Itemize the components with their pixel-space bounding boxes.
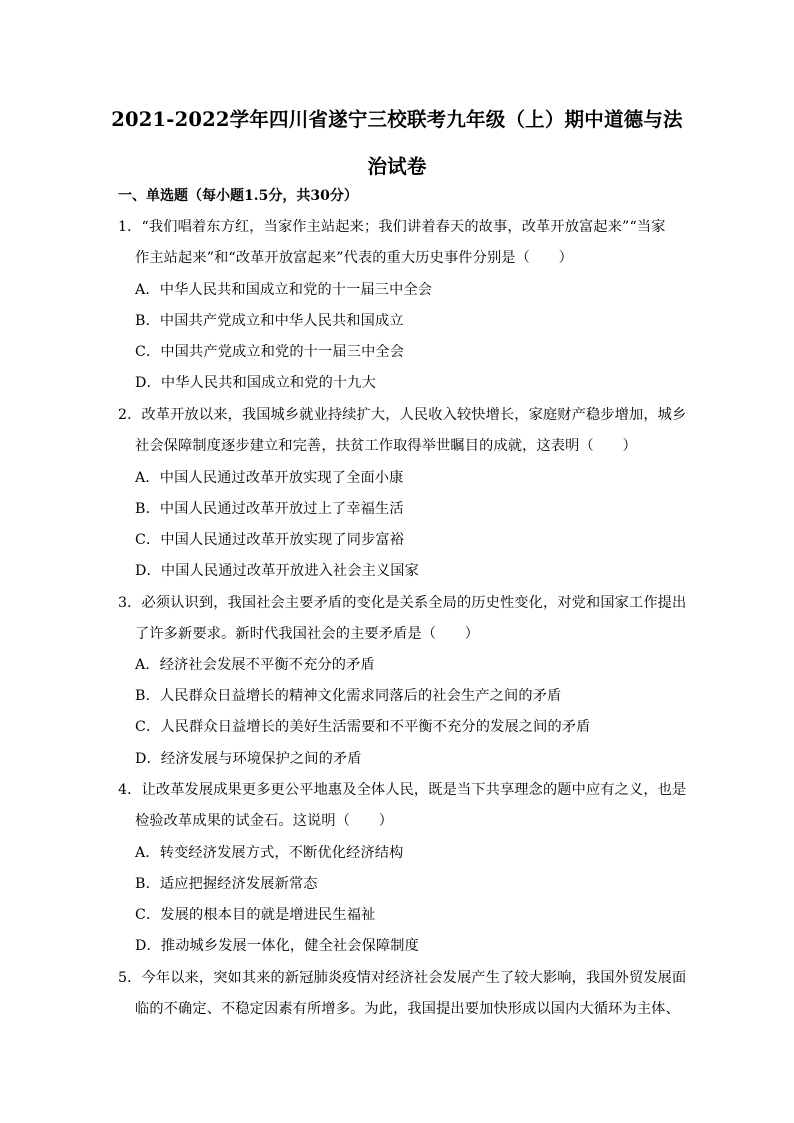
question-2-option-a: A．中国人民通过改革开放实现了全面小康 xyxy=(135,470,404,486)
question-3-option-b: B．人民群众日益增长的精神文化需求同落后的社会生产之间的矛盾 xyxy=(135,688,562,704)
question-number: 2． xyxy=(118,407,142,423)
question-3-option-c: C．人民群众日益增长的美好生活需要和不平衡不充分的发展之间的矛盾 xyxy=(135,719,591,735)
question-1-option-b: B．中国共产党成立和中华人民共和国成立 xyxy=(135,313,404,329)
question-2-line-2: 社会保障制度逐步建立和完善，扶贫工作取得举世瞩目的成就，这表明（ ） xyxy=(135,438,637,454)
question-5-line-2: 临的不确定、不稳定因素有所增多。为此，我国提出要加快形成以国内大循环为主体、 xyxy=(135,1001,680,1017)
question-number: 1． xyxy=(118,219,142,235)
question-4-line-1 xyxy=(118,779,686,799)
question-4-line-2: 检验改革成果的试金石。这说明（ ） xyxy=(135,813,394,829)
question-2-option-c: C．中国人民通过改革开放实现了同步富裕 xyxy=(135,532,405,548)
section-heading: 一、单选题（每小题1.5分，共30分） xyxy=(118,188,358,204)
question-3-line-2: 了许多新要求。新时代我国社会的主要矛盾是（ ） xyxy=(135,626,480,642)
question-2-option-b: B．中国人民通过改革开放过上了幸福生活 xyxy=(135,501,404,517)
question-4-option-d: D．推动城乡发展一体化，健全社会保障制度 xyxy=(135,938,419,954)
question-4-option-a: A．转变经济发展方式，不断优化经济结构 xyxy=(135,845,404,861)
exam-title-line-1: 2021-2022学年四川省遂宁三校联考九年级（上）期中道德与法 xyxy=(111,108,683,131)
question-3-line-1 xyxy=(118,592,686,612)
question-1-option-a: A．中华人民共和国成立和党的十一届三中全会 xyxy=(135,282,433,298)
exam-title-line-2: 治试卷 xyxy=(367,155,427,178)
question-text: 让改革发展成果更多更公平地惠及全体人民，既是当下共享理念的题中应有之义，也是 xyxy=(141,782,687,798)
question-text: 改革开放以来，我国城乡就业持续扩大，人民收入较快增长，家庭财产稳步增加，城乡 xyxy=(141,407,687,423)
question-1-line-1 xyxy=(118,216,666,236)
question-1-line-2: 作主站起来”和“改革开放富起来”代表的重大历史事件分别是（ ） xyxy=(135,250,573,266)
question-text: 必须认识到，我国社会主要矛盾的变化是关系全局的历史性变化，对党和国家工作提出 xyxy=(141,595,687,611)
question-text: 今年以来，突如其来的新冠肺炎疫情对经济社会发展产生了较大影响，我国外贸发展面 xyxy=(141,970,687,986)
question-number: 3． xyxy=(118,595,142,611)
question-text: “我们唱着东方红，当家作主站起来；我们讲着春天的故事，改革开放富起来”“当家 xyxy=(141,219,666,235)
question-5-line-1 xyxy=(118,967,686,987)
question-4-option-c: C．发展的根本目的就是增进民生福祉 xyxy=(135,907,376,923)
question-1-option-c: C．中国共产党成立和党的十一届三中全会 xyxy=(135,344,405,360)
question-2-line-1 xyxy=(118,404,686,424)
question-number: 5． xyxy=(118,970,142,986)
question-3-option-d: D．经济发展与环境保护之间的矛盾 xyxy=(135,751,362,767)
question-3-option-a: A．经济社会发展不平衡不充分的矛盾 xyxy=(135,657,375,673)
question-number: 4． xyxy=(118,782,142,798)
question-1-option-d: D．中华人民共和国成立和党的十九大 xyxy=(135,375,376,391)
question-2-option-d: D．中国人民通过改革开放进入社会主义国家 xyxy=(135,563,419,579)
question-4-option-b: B．适应把握经济发展新常态 xyxy=(135,876,318,892)
